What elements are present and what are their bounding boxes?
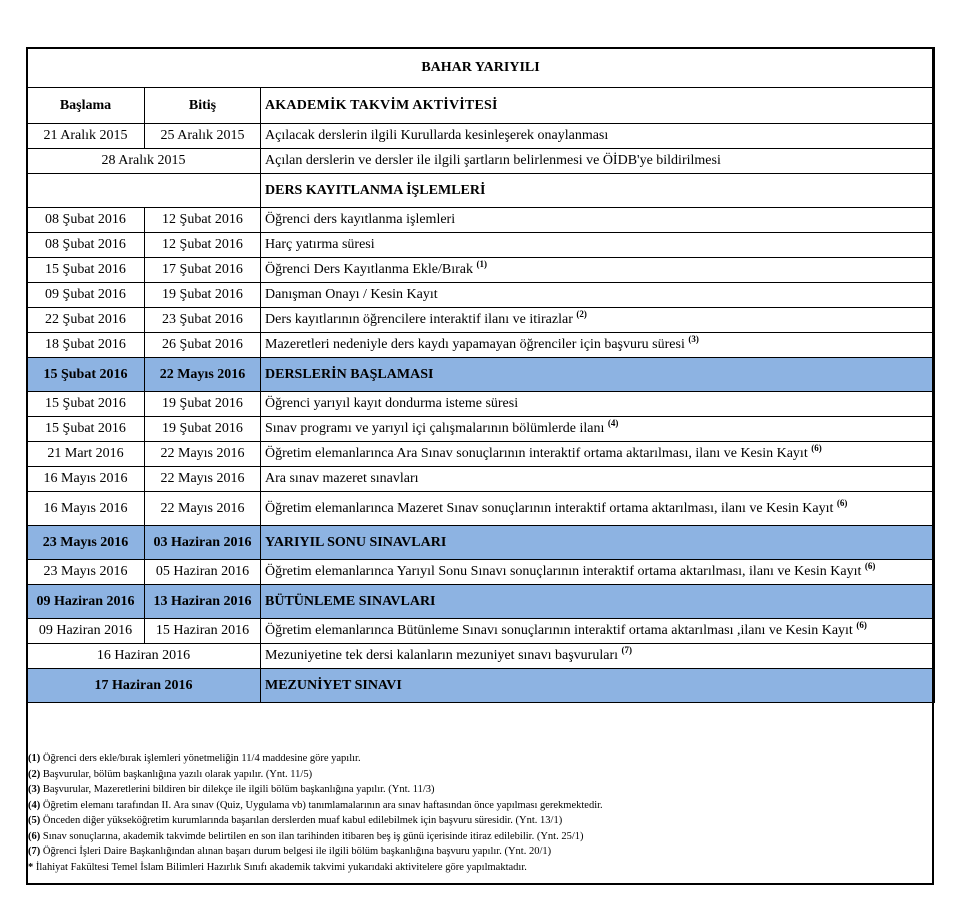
end-date-cell-text: 19 Şubat 2016 (162, 421, 243, 436)
footnote-ref: (6) (836, 497, 848, 508)
start-date-cell-text: 09 Haziran 2016 (36, 593, 135, 609)
footnote-ref: (4) (607, 418, 619, 428)
end-date-cell-text: 26 Şubat 2016 (162, 337, 243, 352)
start-date-cell-text: 18 Şubat 2016 (45, 337, 126, 352)
end-date-cell-text: 15 Haziran 2016 (155, 623, 250, 638)
end-date-cell-text: 22 Mayıs 2016 (159, 366, 246, 382)
footnote-item (28, 798, 928, 814)
activity-cell-text: YARIYIL SONU SINAVLARI (265, 534, 447, 550)
end-date-cell-text: 17 Şubat 2016 (162, 262, 243, 277)
activity-cell-text: BÜTÜNLEME SINAVLARI (265, 593, 436, 609)
footnote-item (28, 782, 928, 798)
footnote-ref: (3) (688, 334, 699, 344)
footnote-item (28, 844, 928, 860)
start-date-cell-text: 09 Şubat 2016 (45, 287, 126, 302)
activity-cell-text: Mezuniyetine tek dersi kalanların mezuniyet sınavı başvuruları (265, 648, 618, 663)
footnote-mark: (7) (28, 846, 41, 857)
header-start: Başlama (27, 88, 145, 124)
footnote-text: Önceden diğer yükseköğretim kurumlarında başarılan derslerden muaf kabul edilebilmek için başvuru süresidir. (Ynt. 13/1) (40, 815, 563, 826)
start-date-cell-text: 08 Şubat 2016 (45, 237, 126, 252)
end-date-cell-text: 23 Şubat 2016 (162, 312, 243, 327)
activity-cell-text: Öğretim elemanlarınca Bütünleme Sınavı sonuçlarının interaktif ortama aktarılması ,ilanı ve Kesin Kayıt (265, 623, 853, 638)
footnote-ref: (6) (811, 443, 822, 453)
footnote-ref: (7) (621, 645, 632, 655)
end-date-cell-text: 22 Mayıs 2016 (160, 500, 245, 516)
activity-cell-text: Açılan derslerin ve dersler ile ilgili şartların belirlenmesi ve ÖİDB'ye bildirilmesi (265, 153, 721, 168)
start-date-cell-text: 08 Şubat 2016 (45, 212, 126, 227)
start-date-cell-text: 15 Şubat 2016 (45, 262, 126, 277)
start-date-cell-text: 15 Şubat 2016 (45, 421, 126, 436)
footnote-text: İlahiyat Fakültesi Temel İslam Bilimleri Hazırlık Sınıfı akademik takvimi yukarıdaki aktivitelere göre yapılmaktadır. (33, 861, 527, 873)
footnote-mark: (4) (28, 799, 41, 811)
footnote-text: Öğretim elemanı tarafından II. Ara sınav (Quiz, Uygulama vb) tanımlamalarının ara sınav haftasından önce yapılması gerekmektedir. (40, 799, 603, 811)
footnote-text: Sınav sonuçlarına, akademik takvimde belirtilen en son ilan tarihinden itibaren beş iş günü içerisinde itiraz edilebilir. (Ynt. 25/1) (40, 830, 584, 842)
start-date-cell-text: 16 Mayıs 2016 (43, 471, 128, 486)
activity-cell-text: DERSLERİN BAŞLAMASI (265, 366, 434, 382)
footnote-mark: * (28, 861, 34, 873)
activity-cell-text: Öğrenci yarıyıl kayıt dondurma isteme süresi (265, 396, 519, 411)
section-title-text: DERS KAYITLANMA İŞLEMLERİ (265, 182, 486, 198)
activity-cell-text: Sınav programı ve yarıyıl içi çalışmalarının bölümlerde ilanı (265, 421, 605, 436)
footnote-item (28, 860, 928, 876)
footnote-text: Başvurular, Mazeretlerini bildiren bir dilekçe ile ilgili bölüm başkanlığına yapılır. (Ynt. 11/3) (40, 784, 435, 795)
footnote-mark: (5) (28, 815, 41, 826)
activity-cell-text: Açılacak derslerin ilgili Kurullarda kesinleşerek onaylanması (265, 128, 609, 143)
end-date-cell-text: 13 Haziran 2016 (153, 593, 252, 609)
header-end: Bitiş (145, 88, 261, 124)
activity-cell-text: Danışman Onayı / Kesin Kayıt (265, 287, 438, 302)
footnote-mark: (2) (28, 768, 41, 780)
date-cell-text: 16 Haziran 2016 (96, 648, 191, 663)
end-date-cell-text: 12 Şubat 2016 (162, 212, 243, 227)
footnote-ref: (2) (576, 309, 587, 319)
footnote-text: Öğrenci İşleri Daire Başkanlığından alınan başarı durum belgesi ile ilgili bölüm başkanlığına başvuru yapılır. (Ynt. 20/1) (40, 846, 552, 857)
date-cell-text: 17 Haziran 2016 (94, 677, 193, 693)
end-date-cell-text: 22 Mayıs 2016 (160, 446, 245, 461)
activity-cell-text: Öğretim elemanlarınca Ara Sınav sonuçlarının interaktif ortama aktarılması, ilanı ve Kesin Kayıt (265, 446, 808, 461)
activity-cell-text: Mazeretleri nedeniyle ders kaydı yapamayan öğrenciler için başvuru süresi (265, 337, 685, 352)
start-date-cell-text: 21 Aralık 2015 (43, 128, 128, 143)
start-date-cell-text: 15 Şubat 2016 (45, 396, 126, 411)
activity-cell-text: Öğrenci Ders Kayıtlanma Ekle/Bırak (265, 262, 473, 277)
footnote-item (28, 813, 928, 829)
activity-cell-text: Harç yatırma süresi (265, 237, 375, 252)
activity-cell-text: Ders kayıtlarının öğrencilere interaktif ilanı ve itirazlar (265, 312, 573, 327)
activity-cell-text: Öğrenci ders kayıtlanma işlemleri (265, 212, 456, 227)
footnote-item (28, 829, 928, 845)
activity-cell-text: Öğretim elemanlarınca Mazeret Sınav sonuçlarının interaktif ortama aktarılması, ilanı ve Kesin Kayıt (265, 500, 834, 516)
end-date-cell-text: 22 Mayıs 2016 (160, 471, 245, 486)
activity-cell-text: MEZUNİYET SINAVI (265, 677, 402, 693)
start-date-cell-text: 15 Şubat 2016 (43, 366, 128, 382)
footnote-text: Başvurular, bölüm başkanlığına yazılı olarak yapılır. (Ynt. 11/5) (40, 768, 313, 780)
start-date-cell-text: 22 Şubat 2016 (45, 312, 126, 327)
end-date-cell-text: 12 Şubat 2016 (162, 237, 243, 252)
start-date-cell-text: 16 Mayıs 2016 (43, 500, 128, 516)
end-date-cell-text: 03 Haziran 2016 (153, 534, 252, 550)
footnotes (28, 751, 928, 875)
header-activity: AKADEMİK TAKVİM AKTİVİTESİ (261, 88, 935, 124)
start-date-cell-text: 21 Mart 2016 (47, 446, 124, 461)
footnote-text: Öğrenci ders ekle/bırak işlemleri yönetmeliğin 11/4 maddesine göre yapılır. (40, 753, 361, 764)
end-date-cell-text: 19 Şubat 2016 (162, 287, 243, 302)
start-date-cell-text: 09 Haziran 2016 (38, 623, 133, 638)
footnote-ref: (6) (856, 620, 867, 630)
footnote-item (28, 751, 928, 767)
end-date-cell-text: 05 Haziran 2016 (155, 564, 250, 579)
footnote-ref: (1) (476, 259, 487, 269)
date-cell-text: 28 Aralık 2015 (101, 153, 186, 168)
footnote-ref: (6) (864, 561, 876, 571)
footnote-mark: (1) (28, 753, 41, 764)
end-date-cell-text: 19 Şubat 2016 (162, 396, 243, 411)
activity-cell-text: Öğretim elemanlarınca Yarıyıl Sonu Sınavı sonuçlarının interaktif ortama aktarılması, ilanı ve Kesin Kayıt (265, 564, 862, 579)
start-date-cell-text: 23 Mayıs 2016 (43, 564, 128, 579)
start-date-cell-text: 23 Mayıs 2016 (42, 534, 129, 550)
end-date-cell-text: 25 Aralık 2015 (160, 128, 245, 143)
footnote-mark: (3) (28, 784, 41, 795)
footnote-item (28, 767, 928, 783)
page-title: BAHAR YARIYILI (27, 48, 935, 88)
footnote-mark: (6) (28, 830, 41, 842)
activity-cell-text: Ara sınav mazeret sınavları (265, 471, 419, 486)
